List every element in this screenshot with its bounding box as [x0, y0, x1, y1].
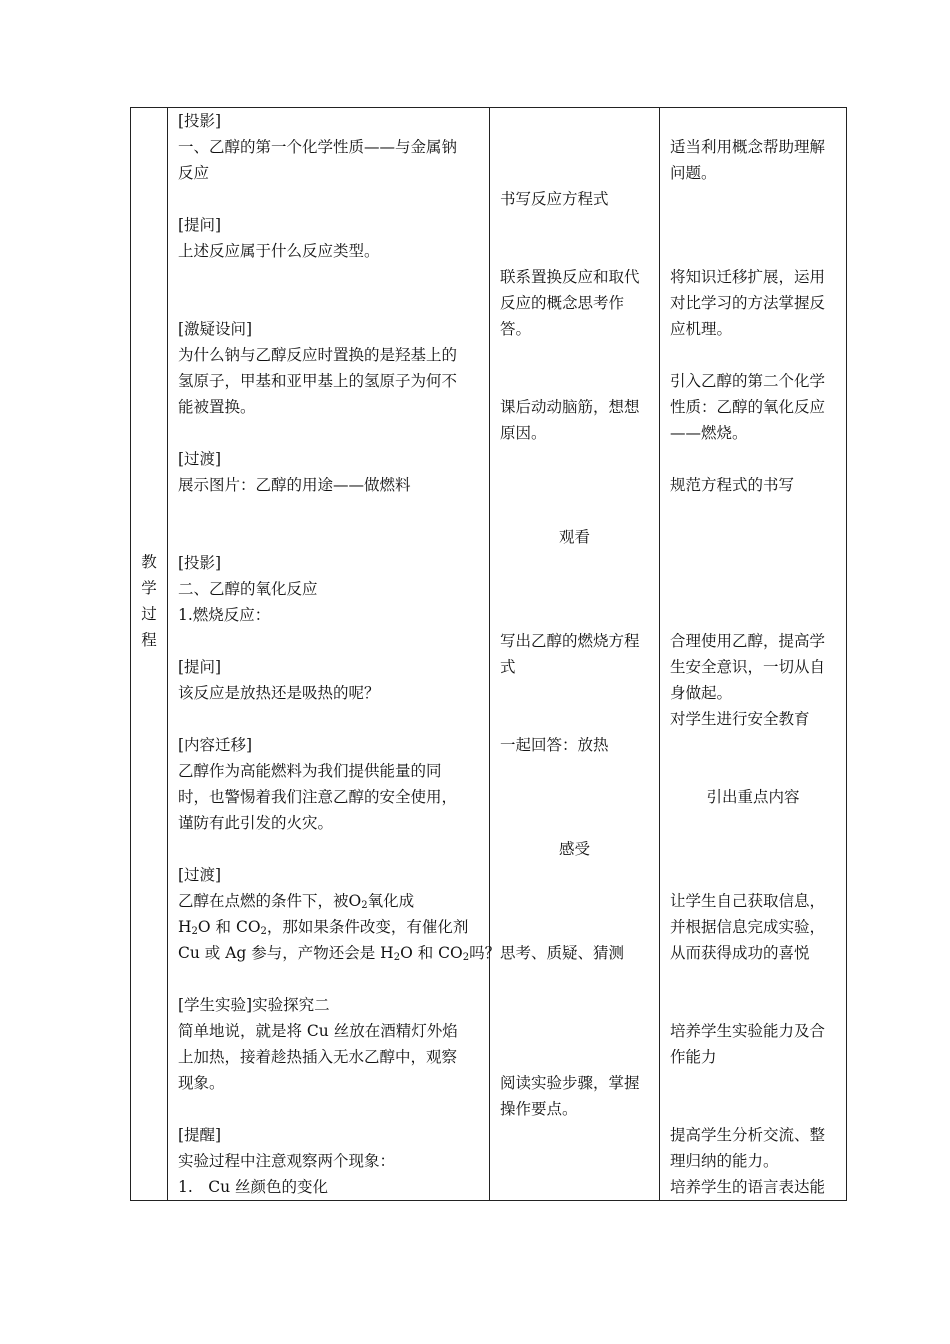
- text-line: 1. Cu 丝颜色的变化: [178, 1178, 329, 1196]
- text-line: [投影]: [178, 112, 222, 130]
- text-line: 从而获得成功的喜悦: [670, 944, 810, 962]
- text-line: 一起回答：放热: [500, 736, 609, 754]
- text-line: $H_2O$ 和 $CO_2$，那如果条件改变，有催化剂: [178, 918, 469, 937]
- teacher-activity-column: [168, 108, 501, 1200]
- text-line: 生安全意识，一切从自: [670, 658, 826, 676]
- text-line: 写出乙醇的燃烧方程: [500, 632, 640, 650]
- text-line: 氢原子，甲基和亚甲基上的氢原子为何不: [178, 372, 458, 390]
- text-line: 对比学习的方法掌握反: [670, 294, 826, 312]
- text-line: 该反应是放热还是吸热的呢？: [178, 684, 380, 702]
- text-line: 1.燃烧反应：: [178, 606, 271, 624]
- text-line: 对学生进行安全教育: [670, 710, 810, 728]
- text-line: 原因。: [500, 424, 547, 442]
- text-line: 联系置换反应和取代: [500, 268, 640, 286]
- text-line: 培养学生的语言表达能: [670, 1178, 826, 1196]
- text-line: 书写反应方程式: [500, 190, 609, 208]
- text-line: [过渡]: [178, 450, 222, 468]
- text-line: 培养学生实验能力及合: [670, 1022, 826, 1040]
- lesson-plan-table: [130, 107, 847, 1201]
- text-line: [内容迁移]: [178, 736, 253, 754]
- text-line: 操作要点。: [500, 1100, 578, 1118]
- text-line: 问题。: [670, 164, 717, 182]
- text-line: 引出重点内容: [706, 788, 800, 806]
- text-line: Cu 或 Ag 参与，产物还会是 $H_2O$ 和 $CO_2$吗？: [178, 944, 501, 963]
- text-line: 并根据信息完成实验，: [670, 918, 826, 936]
- text-line: 作能力: [670, 1048, 717, 1066]
- text-line: 二、乙醇的氧化反应: [178, 580, 318, 598]
- section-label-char: 过: [141, 605, 157, 623]
- text-line: 合理使用乙醇，提高学: [670, 632, 826, 650]
- student-activity-column: [490, 108, 659, 1200]
- text-line: 感受: [558, 840, 590, 858]
- text-line: 让学生自己获取信息，: [670, 892, 826, 910]
- text-line: [激疑设问]: [178, 320, 253, 338]
- text-line: [提问]: [178, 658, 222, 676]
- text-line: [提醒]: [178, 1126, 222, 1144]
- text-line: 上述反应属于什么反应类型。: [178, 242, 380, 260]
- text-line: 反应: [178, 164, 210, 182]
- text-line: 性质：乙醇的氧化反应: [670, 398, 826, 416]
- section-label-char: 程: [141, 631, 157, 649]
- text-line: 乙醇在点燃的条件下，被$O_2$氧化成: [178, 892, 415, 911]
- text-line: 阅读实验步骤，掌握: [500, 1074, 640, 1092]
- text-line: 实验过程中注意观察两个现象：: [178, 1152, 396, 1170]
- text-line: [过渡]: [178, 866, 222, 884]
- text-line: 能被置换。: [178, 398, 256, 416]
- text-line: 谨防有此引发的火灾。: [178, 814, 334, 832]
- section-label-char: 教: [141, 553, 157, 571]
- text-line: 式: [500, 658, 516, 676]
- text-line: 思考、质疑、猜测: [500, 944, 625, 962]
- text-line: 乙醇作为高能燃料为我们提供能量的同: [178, 762, 442, 780]
- design-intent-column: [660, 108, 846, 1200]
- section-label-char: 学: [141, 579, 157, 597]
- text-line: 课后动动脑筋，想想: [500, 398, 640, 416]
- text-line: 答。: [500, 320, 532, 338]
- text-line: [提问]: [178, 216, 222, 234]
- text-line: 将知识迁移扩展，运用: [670, 268, 826, 286]
- text-line: 上加热，接着趁热插入无水乙醇中，观察: [178, 1048, 458, 1066]
- text-line: 引入乙醇的第二个化学: [670, 372, 826, 390]
- text-line: ——燃烧。: [670, 424, 748, 442]
- text-line: 一、乙醇的第一个化学性质——与金属钠: [178, 138, 458, 156]
- text-line: 观看: [558, 528, 590, 546]
- text-line: 规范方程式的书写: [670, 476, 795, 494]
- text-line: 时，也警惕着我们注意乙醇的安全使用，: [178, 788, 458, 806]
- text-line: 身做起。: [670, 684, 733, 702]
- text-line: [投影]: [178, 554, 222, 572]
- text-line: 应机理。: [670, 320, 733, 338]
- text-line: 提高学生分析交流、整: [670, 1126, 826, 1144]
- text-line: 展示图片：乙醇的用途——做燃料: [178, 476, 411, 494]
- text-line: 现象。: [178, 1074, 225, 1092]
- text-line: 简单地说，就是将 Cu 丝放在酒精灯外焰: [178, 1022, 458, 1040]
- text-line: 理归纳的能力。: [670, 1152, 779, 1170]
- text-line: 适当利用概念帮助理解: [670, 138, 826, 156]
- section-label-column: [131, 108, 167, 1200]
- text-line: 为什么钠与乙醇反应时置换的是羟基上的: [178, 346, 458, 364]
- text-line: 反应的概念思考作: [500, 294, 625, 312]
- text-line: [学生实验]实验探究二: [178, 996, 330, 1014]
